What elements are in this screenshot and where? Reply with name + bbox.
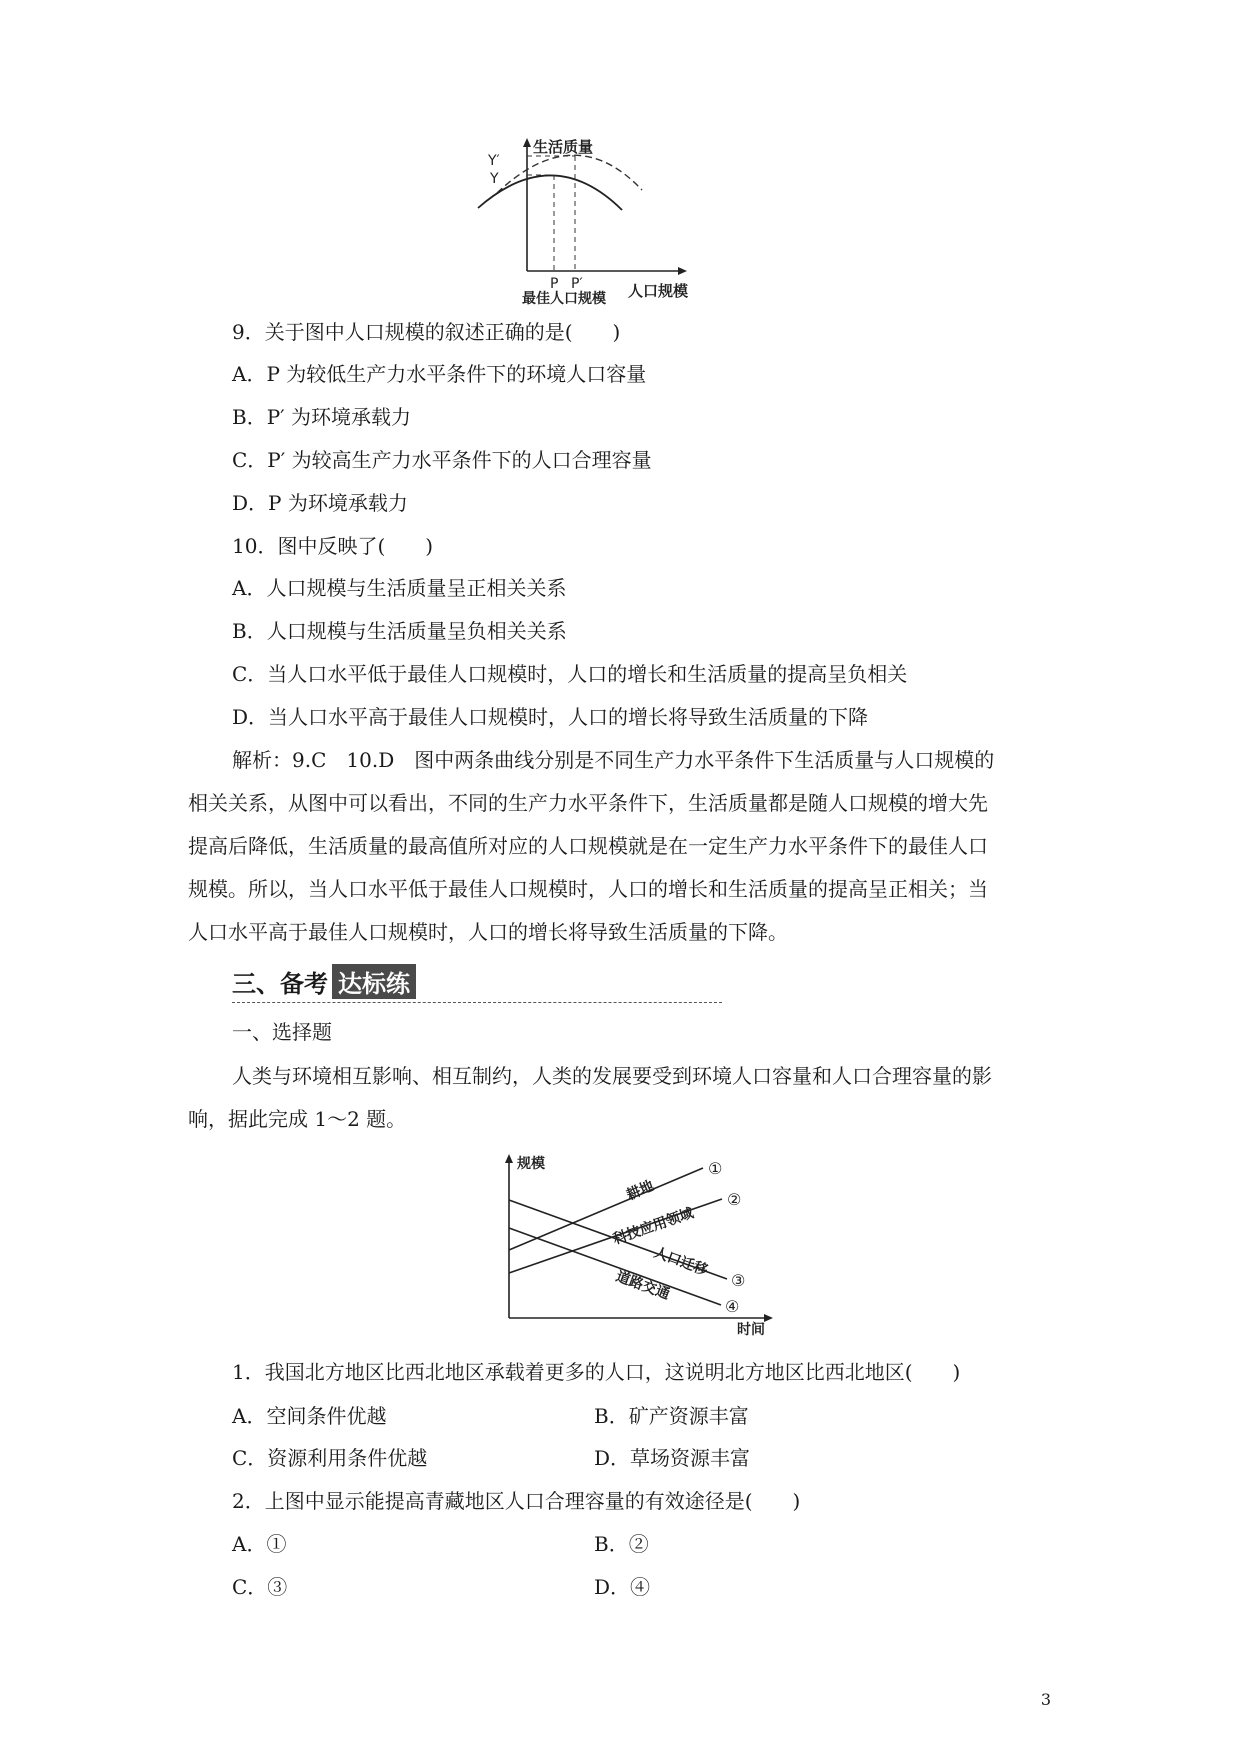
analysis-line-1: 解析：9.C 10.D 图中两条曲线分别是不同生产力水平条件下生活质量与人口规模的 [232,748,995,772]
question-2-option-a: A．① [232,1532,287,1556]
marker-4: ④ [725,1297,740,1316]
question-9-option-d: D．P 为环境承载力 [232,491,408,515]
question-10-option-c: C．当人口水平低于最佳人口规模时，人口的增长和生活质量的提高呈负相关 [232,662,908,686]
marker-1: ① [708,1159,723,1178]
x-axis-arrow [764,1314,773,1322]
question-1-stem: 1．我国北方地区比西北地区承载着更多的人口，这说明北方地区比西北地区( ) [232,1360,961,1384]
figure-scale-vs-time [505,1148,785,1338]
question-9-stem: 9．关于图中人口规模的叙述正确的是( ) [232,320,621,344]
question-10-option-d: D．当人口水平高于最佳人口规模时，人口的增长将导致生活质量的下降 [232,705,869,729]
p-label: P [550,276,559,292]
question-1-option-d: D．草场资源丰富 [594,1446,751,1470]
y-axis-label: 生活质量 [533,138,594,156]
lower-curve [478,175,622,210]
upper-curve [497,155,642,193]
y-axis-label: 规模 [517,1156,545,1172]
label-transport: 道路交通 [613,1268,672,1303]
x-axis-arrow [678,267,687,275]
question-2-option-d: D．④ [594,1575,651,1599]
analysis-line-4: 规模。所以，当人口水平低于最佳人口规模时，人口的增长和生活质量的提高呈正相关；当 [188,877,988,901]
question-10-stem: 10．图中反映了( ) [232,534,434,558]
analysis-line-3: 提高后降低，生活质量的最高值所对应的人口规模就是在一定生产力水平条件下的最佳人口 [188,834,988,858]
x-axis-label: 时间 [737,1322,765,1338]
subsection-title: 一、选择题 [232,1020,332,1044]
label-tech: 科技应用领域 [611,1205,696,1248]
p-prime-label: P′ [571,276,583,292]
question-1-option-c: C．资源利用条件优越 [232,1446,428,1470]
question-10-option-a: A．人口规模与生活质量呈正相关关系 [232,576,567,600]
question-10-option-b: B．人口规模与生活质量呈负相关关系 [232,619,567,643]
label-migration: 人口迁移 [651,1244,710,1279]
question-9-option-b: B．P′ 为环境承载力 [232,405,412,429]
marker-2: ② [727,1190,742,1209]
question-2-option-b: B．② [594,1532,649,1556]
page-number: 3 [1040,1690,1051,1709]
intro-line-1: 人类与环境相互影响、相互制约，人类的发展要受到环境人口容量和人口合理容量的影 [232,1064,992,1088]
question-9-option-a: A．P 为较低生产力水平条件下的环境人口容量 [232,362,647,386]
analysis-line-5: 人口水平高于最佳人口规模时，人口的增长将导致生活质量的下降。 [188,920,788,944]
question-1-option-b: B．矿产资源丰富 [594,1404,749,1428]
section-heading [232,964,416,999]
section-divider [232,1002,722,1003]
question-9-option-c: C．P′ 为较高生产力水平条件下的人口合理容量 [232,448,652,472]
y-prime-label: Y′ [488,153,500,169]
x-axis-label: 人口规模 [628,282,689,300]
section-heading-badge: 达标练 [332,964,416,999]
x-caption: 最佳人口规模 [522,291,606,307]
section-heading-prefix: 三、备考 [232,970,328,998]
intro-line-2: 响，据此完成 1～2 题。 [188,1107,407,1131]
y-axis-arrow [523,138,531,147]
y-axis-arrow [505,1154,513,1163]
question-1-option-a: A．空间条件优越 [232,1404,387,1428]
line-1-farmland [509,1168,703,1250]
question-2-option-c: C．③ [232,1575,288,1599]
question-2-stem: 2．上图中显示能提高青藏地区人口合理容量的有效途径是( ) [232,1489,801,1513]
label-farmland: 耕地 [624,1178,657,1204]
analysis-line-2: 相关关系，从图中可以看出，不同的生产力水平条件下，生活质量都是随人口规模的增大先 [188,791,988,815]
y-label: Y [490,171,499,187]
marker-3: ③ [731,1271,746,1290]
figure-quality-vs-population [470,138,770,307]
